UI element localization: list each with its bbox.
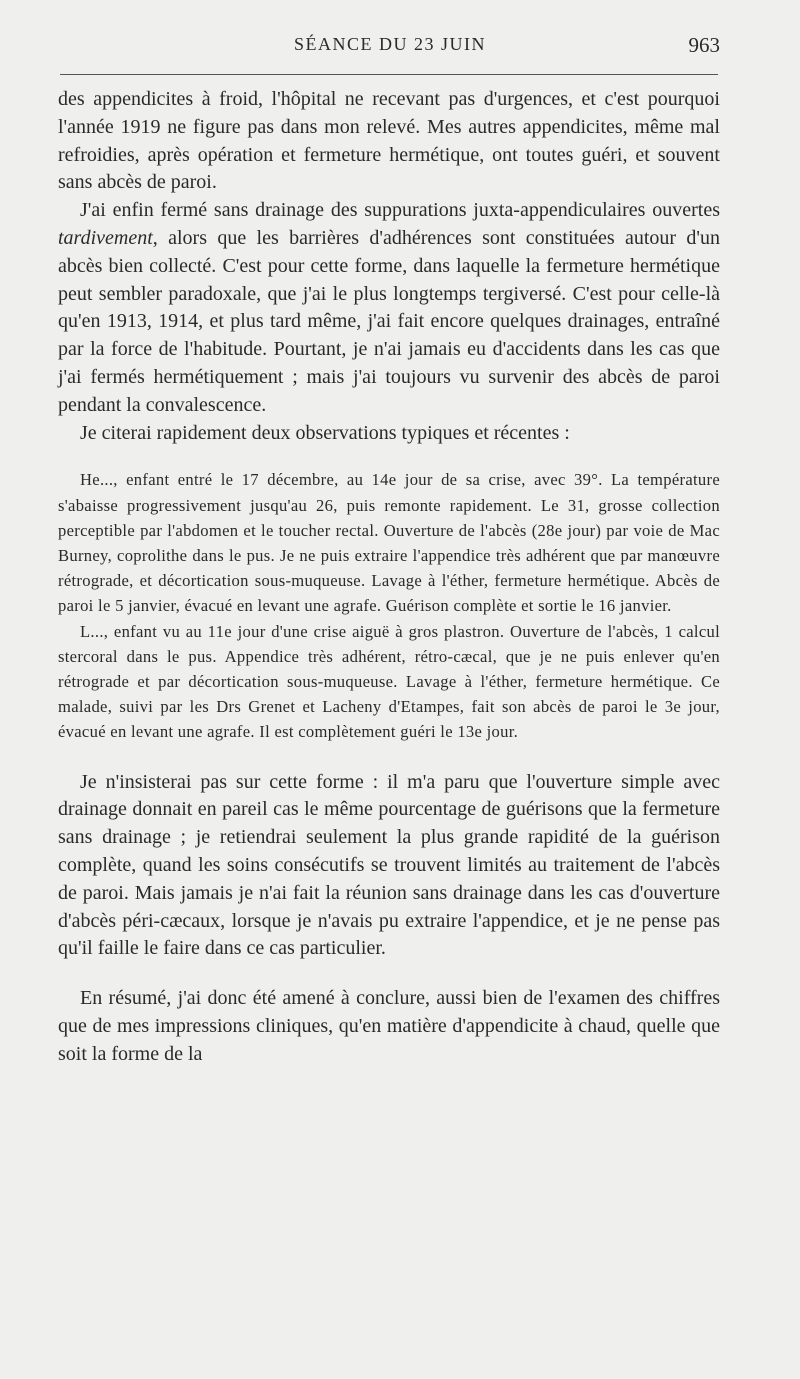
paragraph-2-italic: tardivement xyxy=(58,226,153,249)
observation-2: L..., enfant vu au 11e jour d'une crise aiguë à gros plastron. Ouverture de l'abcès, 1 calcul stercoral dans le pus. Appendice très adhérent, rétro-cæcal, que je ne puis enlever qu'en rétrograde et par décortication sous-muqueuse. Lavage à l'éther, fermeture hermétique. Ce malade, suivi par les Drs Grenet et Lacheny d'Etampes, fait son abcès de paroi le 3e jour, évacué en levant une agrafe. Il est complètement guéri le 13e jour. xyxy=(58,621,720,742)
paragraph-2-part-1: J'ai enfin fermé sans drainage des suppurations juxta-appendiculaires ouvertes xyxy=(80,199,720,222)
main-text-block-2 xyxy=(58,769,720,964)
observations-block xyxy=(58,467,720,744)
main-text-block-3 xyxy=(58,985,720,1068)
running-title: SÉANCE DU 23 JUIN xyxy=(294,34,486,54)
paragraph-3: Je citerai rapidement deux observations typiques et récentes : xyxy=(80,421,570,444)
paragraph-4: Je n'insisterai pas sur cette forme : il m'a paru que l'ouverture simple avec drainage donnait en pareil cas le même pourcentage de guérisons que la fermeture sans drainage ; je retiendrai seulement la plus grande rapidité de la guérison complète, quand les soins consécutifs se trouvent limités au traitement de l'abcès de paroi. Mais jamais je n'ai fait la réunion sans drainage dans les cas d'ouverture d'abcès péri-cæcaux, lorsque je n'avais pu extraire l'appendice, et je ne pense pas qu'il faille le faire dans ce cas particulier. xyxy=(58,770,720,960)
paragraph-2-part-2: , alors que les barrières d'adhérences sont constituées autour d'un abcès bien collecté. C'est pour cette forme, dans laquelle la fermeture hermétique peut sembler paradoxale, que j'ai le plus longtemps tergiversé. C'est pour celle-là qu'en 1913, 1914, et plus tard même, j'ai fait encore quelques drainages, entraîné par la force de l'habitude. Pourtant, je n'ai jamais eu d'accidents dans les cas que j'ai fermés hermétiquement ; mais j'ai toujours vu survenir des abcès de paroi pendant la convalescence. xyxy=(58,226,720,416)
paragraph-1: des appendicites à froid, l'hôpital ne recevant pas d'urgences, et c'est pourquoi l'année 1919 ne figure pas dans mon relevé. Mes autres appendicites, même mal refroidies, après opération et fermeture hermétique, ont toutes guéri, et souvent sans abcès de paroi. xyxy=(58,88,720,194)
paragraph-5: En résumé, j'ai donc été amené à conclure, aussi bien de l'examen des chiffres que de mes impressions cliniques, qu'en matière d'appendicite à chaud, quelle que soit la forme de la xyxy=(58,987,720,1065)
page-number: 963 xyxy=(688,33,720,57)
paragraph-2 xyxy=(58,197,720,419)
header-rule xyxy=(60,74,718,75)
main-text-block-1 xyxy=(58,86,720,447)
running-head xyxy=(60,34,720,62)
body-text xyxy=(58,86,720,1069)
observation-1: He..., enfant entré le 17 décembre, au 14e jour de sa crise, avec 39°. La température s'abaisse progressivement jusqu'au 26, puis remonte rapidement. Le 31, grosse collection perceptible par l'abdomen et le toucher rectal. Ouverture de l'abcès (28e jour) par voie de Mac Burney, coprolithe dans le pus. Je ne puis extraire l'appendice très adhérent que par manœuvre rétrograde, et décortication sous-muqueuse. Lavage à l'éther, fermeture hermétique. Abcès de paroi le 5 janvier, évacué en levant une agrafe. Guérison complète et sortie le 16 janvier. xyxy=(58,470,720,616)
